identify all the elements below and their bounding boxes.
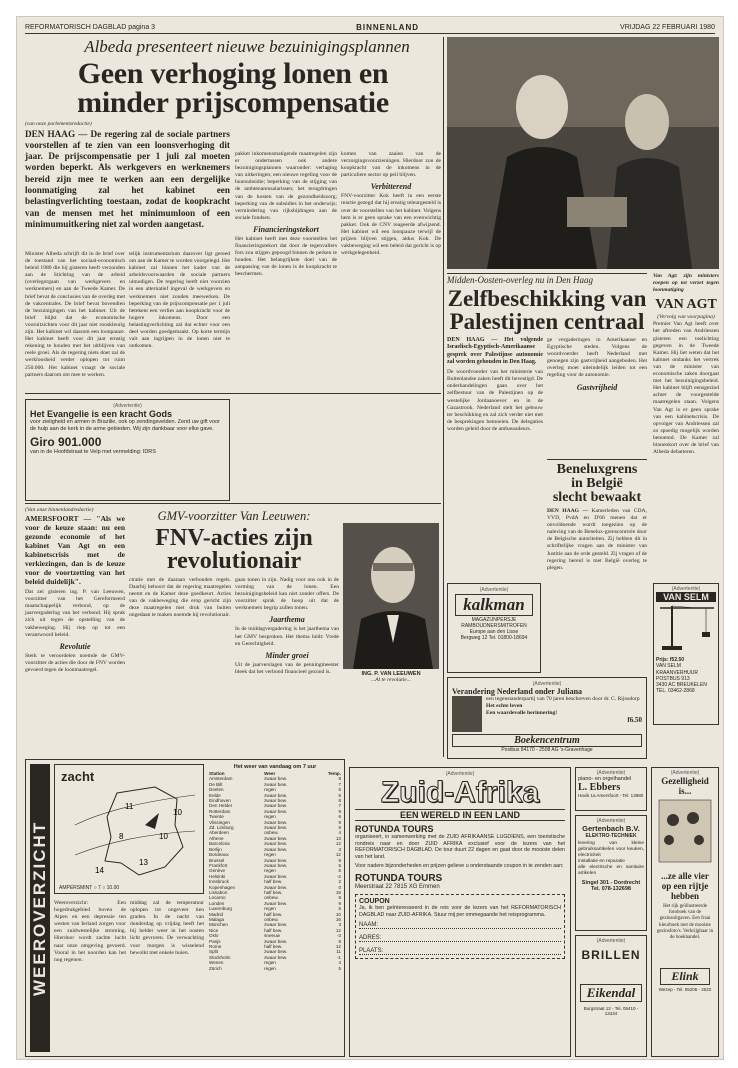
ad-van-selm-line-5: TEL. 03462-2868 xyxy=(656,688,695,695)
ad-gez-slogan xyxy=(654,871,716,901)
weather-temp: 9 xyxy=(338,808,341,814)
ad-za-body: organiseert, in samenwerking met de ZUID AFRIKAANSE LUGDIENS, een toeristische rondreis naar en door ZUID AFRIKA exclusief voor de lezers van het REFORMATORISCH DAGBLAD. De tour duurt 22 dagen en gaat door de mooiste delen van het land. xyxy=(355,834,565,860)
weather-table xyxy=(208,771,342,971)
map-label-2: 10 xyxy=(159,832,168,841)
weather-table-title: Het weer van vandaag om 7 uur xyxy=(233,764,317,770)
ad-gez-body: Het rijk geïllustreerde fotoboek van de gezinsuitgaven. Een fraai kleurboek met de mooiste gezinsfoto's. Verkrijgbaar in de boekhandel. xyxy=(656,904,714,941)
weather-condition: zwaar bew. xyxy=(264,954,288,960)
weather-station: Rome xyxy=(209,944,222,949)
gmv-side-body-2: Sterk te veroordelen noemde de GMV-voorzitter de acties die door de FNV worden gevoerd tegen de loonmaatregel. xyxy=(25,652,125,673)
weather-condition: zwaar bew. xyxy=(264,819,288,825)
vanagt-byline: (Vervolg van voorpagina) xyxy=(657,314,715,321)
weather-temp: 4 xyxy=(338,830,341,836)
weather-temp: 6 xyxy=(338,792,341,798)
photo-van-agt-image xyxy=(447,37,719,269)
weather-condition: zwaar bew. xyxy=(264,798,288,804)
weather-temp: 13 xyxy=(335,835,341,841)
weather-condition: half bew. xyxy=(264,889,283,895)
main-byline: (van onze parlementsredactie) xyxy=(25,121,92,127)
weather-temp: 9 xyxy=(338,900,341,906)
weather-row xyxy=(208,966,342,971)
ad-evangelie-body: voor zieligheid en armen in Brazilie, ook op zendingsvelden. Zend uw gift voor de hulp aan de kerk in de arme gebieden. Wij zijn dankbaar voor elke gave. xyxy=(30,419,220,432)
ad-label: (Advertentie) xyxy=(479,587,509,593)
family-illustration xyxy=(655,796,715,866)
ad-boek-title: Verandering Nederland onder Juliana xyxy=(452,687,583,696)
ad-label: (Advertentie) xyxy=(596,770,626,776)
ad-gertenbach-item: alle electrische en sanitaire artikelen xyxy=(578,865,644,876)
ad-gez-address: Wezep - Tel. 05206 - 2522 xyxy=(658,987,712,992)
weather-condition: regen xyxy=(264,787,276,793)
photo-van-leeuwen-image xyxy=(343,523,439,669)
ad-za-field-name[interactable]: NAAM: xyxy=(359,922,561,929)
main-lead-text: De regering zal de sociale partners voorstellen af te zien van een loonsverhoging dit jaar. De prijscompensatie per 1 juli zal moeten worden beperkt. Als werkgevers en werknemers bereid zijn mee te werken aan een dergelijke loonmatiging zal het kabinet een belastingverlichting toestaan, zodat de koopkracht van de mensen met het minimumloon of een minimumuitkering niet zal worden aangetast. xyxy=(25,128,231,229)
vanagt-headline: VAN AGT xyxy=(655,297,717,313)
ad-gez-brand: Elink xyxy=(660,968,710,985)
weather-station: Eelde xyxy=(209,792,221,798)
main-headline xyxy=(25,59,441,117)
main-kicker: Albeda presenteert nieuwe bezuinigingsplannen xyxy=(84,37,410,56)
weather-map-footer: AMPERSMINT ○ 7 ○ 10.00 xyxy=(59,885,120,891)
gmv-kicker: GMV-voorzitter Van Leeuwen: xyxy=(157,509,311,523)
main-headline-line-2: minder prijscompensatie xyxy=(77,86,389,119)
ad-kalkman-line-4: Bergweg 12 Tel. 01800-18694 xyxy=(460,635,528,641)
gmv-subhead-revolutie: Revolutie xyxy=(59,641,91,651)
mideast-headline xyxy=(447,287,647,333)
map-label-1: 11 xyxy=(125,802,134,811)
mideast-subhead-gast: Gastvrijheid xyxy=(576,382,618,392)
weather-station: Locarno xyxy=(209,895,226,901)
mideast-col-1 xyxy=(447,337,543,575)
ad-za-headline: Zuid-Afrika xyxy=(380,776,540,809)
gmv-side-body: Dat zei gisteren ing. P. van Leeuwen, voorzitter van het Gereformeerd maatschappelijk verbond, op de jaarvergadering van het verbond. Hij sprak zich uit tegen de opstelling van de vakbeweging. Hij riep op tot een verantwoord beleid. xyxy=(25,589,125,638)
ad-brillen-address: Burgstraat 12 - Tel. 05410 - 13434 xyxy=(583,1006,639,1016)
weather-condition: zwaar bew. xyxy=(264,884,288,890)
weather-station: Zd. Limburg xyxy=(209,825,234,831)
gmv-headline xyxy=(129,527,339,573)
weather-station: Berlijn xyxy=(209,846,222,852)
gmv-subhead-jaarthema: Jaarthema xyxy=(269,615,305,625)
weather-station: Rotterdam xyxy=(209,808,231,814)
weather-condition: regen xyxy=(264,868,276,874)
main-subhead-financ: Financieringstekort xyxy=(253,224,319,234)
weather-col-1: Weeroverzicht: Een hogedrukgebied boven de Alpen en een depressie ten westen van Ierland zorgen voor een zuidwestelijke stroming. Hierdoor wordt zachte lucht naar onze omgeving gevoerd. Vooral in het noorden kan het nog regenen. xyxy=(54,900,126,963)
weather-station: Amsterdam xyxy=(209,776,233,782)
main-dateline: DEN HAAG — xyxy=(25,128,88,139)
weather-condition: regen xyxy=(264,814,276,820)
ad-van-selm-line-3: POSTBUS 913 xyxy=(656,675,690,682)
photo-van-leeuwen xyxy=(343,523,439,669)
gmv-col-1: ctratie met de daaraan verbonden regels. Daarbij behoort dat de regering maatregelen neemt en de Kamer deze goedkeurt. Acties van de vakbeweging die erop gericht zijn deze maatregelen met druk van buiten ongedaan te maken noemde hij revolutionair. xyxy=(129,577,231,619)
ad-gez-slogan-3: hebben xyxy=(670,891,699,901)
weather-rows xyxy=(208,776,342,971)
weather-map-image xyxy=(55,765,203,893)
masthead-left: REFORMATORISCH DAGBLAD pagina 3 xyxy=(25,23,156,31)
ad-ebbers xyxy=(575,767,647,811)
gmv-byline: (Van onze binnenlandredactie) xyxy=(25,507,94,513)
masthead-date: VRIJDAG 22 FEBRUARI 1980 xyxy=(620,23,715,31)
section-rule xyxy=(25,393,441,394)
main-col-4 xyxy=(341,151,441,377)
weather-station: Brussel xyxy=(209,857,225,863)
map-label-4: 8 xyxy=(119,832,124,841)
ad-van-selm-line-1: VAN SELM xyxy=(656,663,681,670)
ad-evangelie-title: Het Evangelie is een kracht Gods xyxy=(30,409,173,419)
weather-temp: 9 xyxy=(338,938,341,944)
weather-temp: 5 xyxy=(338,862,341,868)
ad-kalkman-line-2: RAMBOUDNERSMITROFEN xyxy=(461,623,527,629)
weather-condition: half bew. xyxy=(264,879,283,885)
weather-station: Wenen xyxy=(209,960,224,966)
mideast-col-1-text: De woordvoerder van het ministerie van Buitenlandse zaken heeft dit bevestigd. De onderhandelingen gaan over het zelfbestuur van de Palestijnen op de westelijke Jordaanoever en in de Gazastrook. Nederland stelt het gebouw ter beschikking en zal zich verder niet met de besprekingen bemoeien. De delegaties worden geleid door de ambassadeurs. xyxy=(447,369,543,432)
ad-za-coupon-title: COUPON xyxy=(359,897,390,905)
weather-condition: zwaar bew. xyxy=(264,873,288,879)
weather-condition: zwaar bew. xyxy=(264,781,288,787)
weather-col-weer: Weer xyxy=(264,771,276,776)
weather-condition: regen xyxy=(264,965,276,971)
weather-temp: 3 xyxy=(338,846,341,852)
gmv-photo-caption-2: ...Al te revolutie... xyxy=(371,677,411,683)
weather-vertical-title: WEEROVERZICHT xyxy=(30,764,50,1052)
weather-temp: 8 xyxy=(338,825,341,831)
weather-station: Split xyxy=(209,949,218,955)
weather-condition: sneeuw xyxy=(264,933,280,939)
weather-station: Madrid xyxy=(209,911,224,917)
weather-condition: zwaar bew. xyxy=(264,776,288,782)
ad-label: (Advertentie) xyxy=(671,586,701,592)
ad-kalkman-line-3: Europe aan den Lisse xyxy=(469,629,519,635)
crane-icon xyxy=(656,602,716,652)
ad-zuid-afrika xyxy=(349,767,571,1057)
weather-station: Den Helder xyxy=(209,803,233,809)
weather-station: Innsbruck xyxy=(209,879,229,885)
ad-brillen xyxy=(575,935,647,1057)
ad-boek-sub: een tegenstanderpartij van 70 jaren beschreven door dr. C. Rijnsdorp xyxy=(486,696,640,702)
weather-station: Bordeaux xyxy=(209,852,229,858)
weather-condition: half bew. xyxy=(264,911,283,917)
weather-condition: zwaar bew. xyxy=(264,808,288,814)
weather-temp: 9 xyxy=(338,819,341,825)
gmv-col-2c-text: Uit de jaarverslagen van de penningmeester bleek dat het verbond financieel gezond is. xyxy=(235,661,339,675)
weather-station: Malaga xyxy=(209,916,225,922)
gmv-side-dateline: AMERSFOORT — xyxy=(25,514,92,524)
ad-za-body-2: Voor nadere bijzonderheden en prijzen gelieve u onderstaande coupon in te zenden aan: xyxy=(355,863,564,870)
book-cover-image xyxy=(452,696,482,732)
gmv-col-2b-text: In de middagvergadering is het jaarthema van het GMV besproken. Het thema luidt: Vrede en Gerechtigheid. xyxy=(235,626,339,647)
weather-condition: zwaar bew. xyxy=(264,803,288,809)
mideast-headline-line-2: Palestijnen centraal xyxy=(449,309,645,334)
ad-brillen-title: BRILLEN xyxy=(581,948,641,962)
ad-za-tagline: EEN WERELD IN EEN LAND xyxy=(355,809,565,821)
weather-condition: zwaar bew. xyxy=(264,857,288,863)
ad-brillen-brand: Eikendal xyxy=(580,984,642,1002)
weather-station: Nice xyxy=(209,927,219,933)
main-lead-block xyxy=(25,121,230,230)
main-headline-line-1: Geen verhoging lonen en xyxy=(77,57,389,90)
mideast-col-2-text: ge vergaderingen in Amerikaanse en Egyptische steden. Volgens de woordvoerder heeft Nederland met genoegen zijn gastvrijheid aangeboden. Het overleg moet uiteindelijk leiden tot een regeling voor de autonomie. xyxy=(547,337,647,379)
ad-boekencentrum xyxy=(447,677,647,759)
weather-condition: zwaar bew. xyxy=(264,792,288,798)
ad-van-selm-price: Prijs: f52.50 xyxy=(656,657,685,663)
ad-gertenbach-item: installatie en reparatie xyxy=(578,859,625,864)
weather-temp: 0 xyxy=(338,884,341,890)
weather-temp: 5 xyxy=(338,906,341,912)
gmv-side xyxy=(25,507,125,727)
map-label-6: 14 xyxy=(95,866,104,875)
ad-kalkman xyxy=(447,583,541,673)
weather-station: Aberdeen xyxy=(209,830,229,836)
ad-za-coupon-body: Ja, ik ben geïnteresseerd in de reis voor de lezers van het REFORMATORISCH DAGBLAD naar ZUID-AFRIKA. Stuur mij per ommegaande het reisprogramma. xyxy=(359,904,561,918)
main-col-3-text: pakket inkomensmatigende maatregelen zijn er ondertussen ook andere bezuinigingsplannen waaronder: verlaging van uitkeringen; een nieuwe regeling voor de huursubsidie; beperking van de stijging van de ambtenarensalarissen; het terugdringen van de kosten van de gezondheidszorg; beperking van de subsidies in het onderwijs; vermindering van rijksbijdragen aan de sociale fondsen. xyxy=(235,151,337,221)
ad-ebbers-line-3: Havik 1a Amersfoort - Tel. 13980 xyxy=(578,793,644,798)
ad-label: (Advertentie) xyxy=(670,770,700,776)
benelux-article xyxy=(547,459,647,578)
mideast-headline-line-1: Zelfbeschikking van xyxy=(447,286,647,311)
ad-gertenbach-items xyxy=(578,841,644,877)
ad-van-selm-line-2: KRAANVERHUUR xyxy=(656,669,698,676)
weather-col-2: middag zal de temperatuur oplopen tot ongeveer tien graden. In de nacht van donderdag op vrijdag heeft het bij helder weer in het oosten licht gevroren. De verwachting voor morgen is wisselend bewolkt met enkele buien. xyxy=(130,900,204,956)
benelux-headline-line-2: in België xyxy=(571,476,623,491)
ad-gertenbach xyxy=(575,815,647,931)
ad-za-company: ROTUNDA TOURS xyxy=(355,824,434,834)
weather-temp: 11 xyxy=(336,949,341,955)
masthead xyxy=(25,21,715,34)
weather-condition: onbew. xyxy=(264,830,279,836)
mideast-kicker: Midden-Oosten-overleg nu in Den Haag xyxy=(447,273,647,285)
weather-temp: 10 xyxy=(335,911,341,917)
gmv-side-lead-text: "Als we voor de keuze staan: nu een gezonde economie of het kabinet Van Agt en een kabinetscrisis met de verkiezingen, dan is de keuze voor de voortzetting van het beleid duidelijk". xyxy=(25,514,126,587)
ad-evangelie-address: van in de Hoofdstraat te Velp met vermelding: IDRS xyxy=(30,449,156,455)
ad-ebbers-line-1: piano- en orgelhandel xyxy=(578,776,632,782)
weather-station: De Bilt xyxy=(209,781,223,787)
ad-boek-row xyxy=(452,696,642,732)
weather-temp: 16 xyxy=(335,916,341,922)
main-col-4-text: komen van zaaien van de verzorgingsvoorzieningen. Hierdoor zou de koopkracht van de inkomens in de particuliere sector op peil blijven. xyxy=(341,151,441,179)
ad-boek-text xyxy=(486,696,642,732)
weather-condition: regen xyxy=(264,960,276,966)
ad-gezelligheid xyxy=(651,767,719,1057)
map-label-3: 13 xyxy=(139,858,148,867)
ad-gez-slogan-1: ...ze alle vier xyxy=(661,871,709,881)
weather-temp: 2 xyxy=(338,879,341,885)
ad-kalkman-brand: kalkman xyxy=(455,594,533,616)
weather-station: Genève xyxy=(209,868,226,874)
ad-za-company-2: ROTUNDA TOURS xyxy=(355,872,443,884)
main-col-2: telijk instrumentarium daarover ligt gereed om aan de Kamer te worden voorgelegd. Het kabinet zal binnen het kader van de arbeidsvoorwaarden de sociale partners uitnodigen. De regering heeft niet voorzien in een alternatief ingeval de werkgevers en werknemers niet zouden meewerken. De beperking van de prijscompensatie per 1 juli betekent een verlies aan koopkracht voor de hogere inkomens. Door een belastingverlichting zal dat echter voor een deel worden goedgemaakt. Op korte termijn valt aan ingrijpen in de lonen niet te ontkomen. xyxy=(129,251,230,350)
gmv-col-2 xyxy=(235,577,339,727)
ad-za-field-address[interactable]: ADRES: xyxy=(359,935,561,942)
ad-boek-sub-2: Het echte leven xyxy=(486,703,523,710)
ad-gertenbach-title: Gertenbach B.V. xyxy=(582,824,640,833)
benelux-headline-line-1: Beneluxgrens xyxy=(556,462,638,477)
photo-van-agt xyxy=(447,37,719,269)
weather-condition: zwaar bew. xyxy=(264,862,288,868)
ad-boek-sub-3: Een waardevolle herinnering! xyxy=(486,710,558,717)
ad-gertenbach-phone: Tel. 078-132698 xyxy=(591,886,631,892)
ad-za-address: Meerstraat 22 7815 XG Emmen xyxy=(355,883,440,890)
weather-station: Stockholm xyxy=(209,954,231,960)
section-rule xyxy=(25,503,441,504)
weather-temp: 12 xyxy=(335,852,341,858)
weather-station: Luxemburg xyxy=(209,906,232,912)
weather-temp: -1 xyxy=(336,954,341,960)
benelux-body-text: Kamerleden van CDA, VVD, PvdA en D'66 menen dat er onvoldoende wordt toegezien op de naleving van de Benelux-grenscontrole door de Belgische autoriteiten. Zij hebben dit in schriftelijke vragen aan de minister van Justitie aan de orde gesteld. Zij vragen of de regering bereid is met België overleg te plegen. xyxy=(547,508,647,571)
weather-condition: half bew. xyxy=(264,927,283,933)
ad-van-selm-body xyxy=(656,657,716,695)
ad-za-coupon[interactable] xyxy=(355,894,565,959)
weather-temp: 6 xyxy=(338,868,341,874)
ad-za-field-city[interactable]: PLAATS: xyxy=(359,948,561,955)
weather-station: Parijs xyxy=(209,938,221,944)
ad-boek-price: f6.50 xyxy=(627,716,642,725)
weather-condition: zwaar bew. xyxy=(264,922,288,928)
main-col-3 xyxy=(235,151,337,377)
weather-condition: regen xyxy=(264,852,276,858)
weather-condition: zwaar bew. xyxy=(264,841,288,847)
weather-temp: 4 xyxy=(338,960,341,966)
gmv-subhead-minder: Minder groei xyxy=(265,650,309,660)
weather-condition: regen xyxy=(264,906,276,912)
gmv-side-lead xyxy=(25,514,125,586)
weather-temp: 12 xyxy=(335,944,341,949)
ad-label: (Advertentie) xyxy=(445,771,475,777)
ad-label: (Advertentie) xyxy=(113,403,142,409)
weather-temp: 5 xyxy=(338,965,341,971)
weather-station: Eindhoven xyxy=(209,798,231,804)
weather-station: Helsinki xyxy=(209,873,226,879)
weather-temp: 15 xyxy=(335,889,341,895)
weather-condition: zwaar bew. xyxy=(264,949,288,955)
ad-van-selm xyxy=(653,583,719,725)
weather-temp: 3 xyxy=(338,922,341,928)
ad-evangelie-giro: Giro 901.000 xyxy=(30,435,102,449)
weather-station: Twente xyxy=(209,814,224,820)
ad-gez-title: Gezelligheid is... xyxy=(661,776,709,796)
weather-station: München xyxy=(209,922,228,928)
main-subhead-verbitterd: Verbitterend xyxy=(370,182,412,192)
weather-station: Londen xyxy=(209,900,225,906)
benelux-headline-line-3: slecht bewaakt xyxy=(552,490,642,505)
weather-temp: -3 xyxy=(336,933,341,939)
mideast-col-2 xyxy=(547,337,647,457)
vanagt-article xyxy=(653,273,719,577)
ad-gertenbach-sub: ELEKTRO-TECHNIEK xyxy=(585,833,637,839)
weather-temp: 12 xyxy=(335,841,341,847)
main-col-3b-text: Het kabinet heeft met deze voorstellen het financieringstekort dat door de tegenvallers fors zou stijgen gepoogd binnen de perken te houden. Het belangrijkste doel van de aanpassing van de lonen is de koopkracht te beschermen. xyxy=(235,235,337,278)
weather-map xyxy=(54,764,204,894)
main-col-4b-text: FNV-voorzitter Kok heeft in een eerste reactie gezegd dat hij ernstig teleurgesteld is over de voorstellen van het kabinet. Volgens hem is er geen sprake van een evenwichtig pakket. Ook de CNV reageerde afwijzend. Het kabinet wil een loonpauze terwijl de prijzen blijven stijgen, aldus Kok. De vakbeweging wil een beleid dat gericht is op werkgelegenheid. xyxy=(341,193,441,257)
gmv-headline-line-1: FNV-acties zijn xyxy=(155,525,313,551)
weather-condition: onbew. xyxy=(264,895,279,901)
newspaper-page xyxy=(16,16,724,1060)
gmv-col-2-text: gaan tonen in zijn. Nadig voor ons ook in de vorming van de lonen. Een bezuinigingsbeleid kan niet zonder offers. De voorzitter sprak de hoop uit dat de werknemers begrip zullen tonen. xyxy=(235,577,339,612)
weather-temp: 7 xyxy=(338,803,341,809)
ad-label: (Advertentie) xyxy=(596,818,626,824)
weather-temp: 8 xyxy=(338,776,341,782)
mideast-dateline: DEN HAAG — xyxy=(447,337,498,343)
weather-temp: 7 xyxy=(338,781,341,787)
ad-ebbers-line-2: L. Ebbers xyxy=(578,782,621,793)
weather-condition: zwaar bew. xyxy=(264,825,288,831)
benelux-dateline: DEN HAAG — xyxy=(547,508,589,514)
weather-station: Vlissingen xyxy=(209,819,230,825)
photo-caption: Van Agt: zijn ministers roepen op tot verzet tegen loonmatiging xyxy=(653,273,719,294)
weather-condition: onbew. xyxy=(264,916,279,922)
weather-station: Oslo xyxy=(209,933,219,939)
weather-condition: zwaar bew. xyxy=(264,835,288,841)
weather-station: Zürich xyxy=(209,965,222,971)
weather-station: Lissabon xyxy=(209,889,228,895)
photo-van-leeuwen-caption xyxy=(343,671,439,684)
benelux-body xyxy=(547,508,647,572)
benelux-headline xyxy=(547,463,647,505)
mideast-lead xyxy=(447,337,543,366)
weather-condition: zwaar bew. xyxy=(264,846,288,852)
weather-temp: 8 xyxy=(338,798,341,804)
weather-table-block xyxy=(208,764,342,1054)
weather-condition: zwaar bew. xyxy=(264,900,288,906)
weather-map-title: zacht xyxy=(61,769,95,784)
main-col-1: Minister Albeda schrijft dit in de brief over de toestand van het sociaal-economisch beleid 1980 die hij gisteren heeft verzonden aan de Stichting van de arbeid (overlegorgaan van werkgevers en werknemers) en aan de Tweede Kamer. De brief bevat de conclusies van de overleg met de vakcentrales. De brief bevat bovendien de bezuinigingen van het kabinet. Uit de brief blijkt dat de economische vooruitzichten voor dit jaar niet rooskleurig zijn. Het kabinet wil daarom een loonpauze. Het kabinet heeft voor dit jaar ernstig rekening te houden met het uitblijven van reele groei. Als de regering niets doet zal de werkloosheid verder oplopen tot ruim 250.000. Het kabinet vraagt de sociale partners daarom om mee te werken. xyxy=(25,251,125,378)
ad-boek-publisher: Boekencentrum xyxy=(452,734,642,747)
weather-temp: 9 xyxy=(338,857,341,863)
ad-gertenbach-item: levering van kleine gebruiksartikelen voor keuken, electriciteit xyxy=(578,841,644,858)
ad-label: (Advertentie) xyxy=(596,938,626,944)
ad-gertenbach-address: Singel 301 - Dordrecht xyxy=(581,880,641,886)
vanagt-body: Premier Van Agt heeft over het aftreden van Andriessen gisteren een toelichting gegeven in de Tweede Kamer. Hij liet weten dat het kabinet ondanks het vertrek van de minister van economische zaken doorgaat met het bezuinigingsbeleid. Het kabinet blijft eensgezind achter de voorgestelde maatregelen staan. Volgens Van Agt is er geen sprake van een kabinetscrisis. De opvolger van Andriessen zal zo spoedig mogelijk worden benoemd. De Kamer zal binnenkort over de brief van Albeda debatteren. xyxy=(653,321,719,456)
weather-col-temp: Temp. xyxy=(327,771,341,776)
ad-kalkman-body xyxy=(451,617,537,641)
weather-station: Frankfort xyxy=(209,862,228,868)
weather-temp: 12 xyxy=(335,927,341,933)
masthead-section: BINNENLAND xyxy=(356,22,419,32)
weather-condition: zwaar bew. xyxy=(264,938,288,944)
weather-block xyxy=(25,759,345,1057)
ad-boek-address: Postbus 84170 - 2508 AG 's-Gravenhage xyxy=(501,747,593,753)
ad-gez-slogan-2: op een rijtje xyxy=(661,881,709,891)
main-lead xyxy=(25,129,230,231)
weather-station: Deelen xyxy=(209,787,224,793)
weather-col-station: Station xyxy=(209,771,225,776)
weather-station: Barcelona xyxy=(209,841,230,847)
ad-evangelie xyxy=(25,399,230,501)
weather-condition: half bew. xyxy=(264,944,283,949)
weather-station: Kopenhagen xyxy=(209,884,236,890)
ad-kalkman-line-1: MAGAZIJNPERSJE xyxy=(471,617,517,623)
column-rule xyxy=(443,37,444,757)
weather-temp: 6 xyxy=(338,787,341,793)
ad-van-selm-line-4: 3430 AC BREUKELEN xyxy=(656,682,707,689)
weather-temp: 6 xyxy=(338,814,341,820)
ad-van-selm-name: VAN SELM xyxy=(656,592,716,602)
weather-temp: -2 xyxy=(336,873,341,879)
gmv-headline-line-2: revolutionair xyxy=(166,548,302,574)
ad-label: (Advertentie) xyxy=(532,681,562,687)
weather-station: Athene xyxy=(209,835,224,841)
weather-temp: 8 xyxy=(338,895,341,901)
map-label-5: 10 xyxy=(173,808,182,817)
gmv-photo-caption: ING. P. VAN LEEUWEN xyxy=(361,671,421,677)
mideast-lead-text: Het volgende Israelisch-Egyptisch-Amerikaanse gesprek over Palestijnse autonomie zal worden gehouden in Den Haag. xyxy=(447,337,544,365)
